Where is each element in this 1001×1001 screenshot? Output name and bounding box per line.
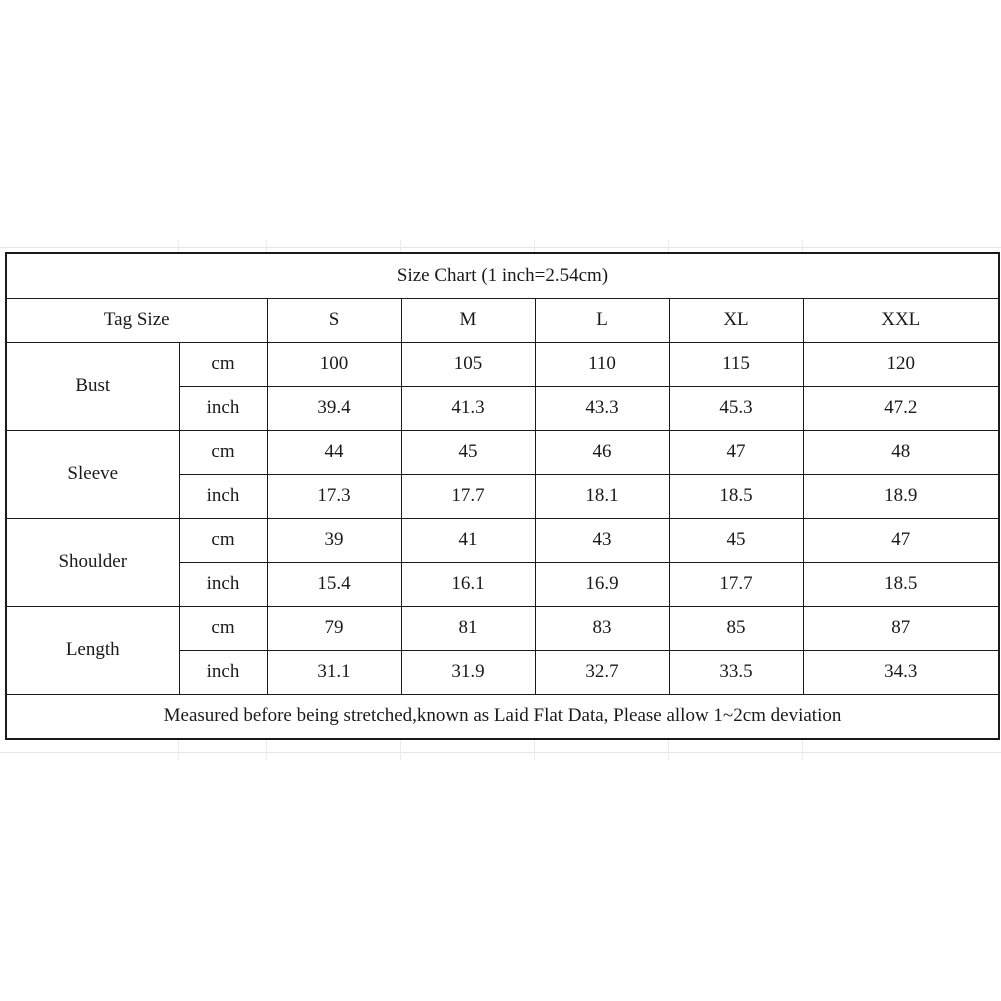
unit-label: inch <box>179 474 267 518</box>
size-header-cell: XL <box>669 298 803 342</box>
value-cell: 85 <box>669 606 803 650</box>
value-cell: 120 <box>803 342 999 386</box>
value-cell: 100 <box>267 342 401 386</box>
unit-label: cm <box>179 606 267 650</box>
value-cell: 32.7 <box>535 650 669 694</box>
measure-label: Length <box>6 606 179 694</box>
value-cell: 17.7 <box>669 562 803 606</box>
measure-label: Bust <box>6 342 179 430</box>
table-row <box>6 518 999 562</box>
value-cell: 39 <box>267 518 401 562</box>
header-row <box>6 298 999 342</box>
title-row <box>6 253 999 298</box>
table-row <box>6 430 999 474</box>
value-cell: 33.5 <box>669 650 803 694</box>
table-row <box>6 342 999 386</box>
value-cell: 41.3 <box>401 386 535 430</box>
value-cell: 83 <box>535 606 669 650</box>
value-cell: 18.5 <box>803 562 999 606</box>
value-cell: 18.9 <box>803 474 999 518</box>
value-cell: 31.1 <box>267 650 401 694</box>
table-row <box>6 606 999 650</box>
value-cell: 18.1 <box>535 474 669 518</box>
value-cell: 17.3 <box>267 474 401 518</box>
value-cell: 44 <box>267 430 401 474</box>
value-cell: 43 <box>535 518 669 562</box>
value-cell: 47.2 <box>803 386 999 430</box>
size-header-cell: M <box>401 298 535 342</box>
table-title: Size Chart (1 inch=2.54cm) <box>6 253 999 298</box>
value-cell: 110 <box>535 342 669 386</box>
value-cell: 31.9 <box>401 650 535 694</box>
tag-size-label: Tag Size <box>6 298 267 342</box>
value-cell: 45.3 <box>669 386 803 430</box>
value-cell: 79 <box>267 606 401 650</box>
value-cell: 34.3 <box>803 650 999 694</box>
unit-label: cm <box>179 430 267 474</box>
value-cell: 47 <box>669 430 803 474</box>
unit-label: inch <box>179 386 267 430</box>
value-cell: 105 <box>401 342 535 386</box>
value-cell: 46 <box>535 430 669 474</box>
value-cell: 47 <box>803 518 999 562</box>
size-header-cell: S <box>267 298 401 342</box>
unit-label: inch <box>179 650 267 694</box>
value-cell: 48 <box>803 430 999 474</box>
sheet-gridline <box>0 247 1001 248</box>
note-row <box>6 694 999 739</box>
value-cell: 115 <box>669 342 803 386</box>
measure-label: Shoulder <box>6 518 179 606</box>
value-cell: 41 <box>401 518 535 562</box>
value-cell: 15.4 <box>267 562 401 606</box>
unit-label: inch <box>179 562 267 606</box>
measurement-note: Measured before being stretched,known as Laid Flat Data, Please allow 1~2cm deviation <box>6 694 999 739</box>
value-cell: 81 <box>401 606 535 650</box>
sheet-gridline <box>0 752 1001 753</box>
value-cell: 39.4 <box>267 386 401 430</box>
value-cell: 43.3 <box>535 386 669 430</box>
value-cell: 16.1 <box>401 562 535 606</box>
value-cell: 87 <box>803 606 999 650</box>
value-cell: 45 <box>669 518 803 562</box>
measure-label: Sleeve <box>6 430 179 518</box>
size-header-cell: L <box>535 298 669 342</box>
value-cell: 45 <box>401 430 535 474</box>
value-cell: 16.9 <box>535 562 669 606</box>
value-cell: 17.7 <box>401 474 535 518</box>
unit-label: cm <box>179 342 267 386</box>
value-cell: 18.5 <box>669 474 803 518</box>
size-header-cell: XXL <box>803 298 999 342</box>
size-chart-table <box>5 252 1000 740</box>
unit-label: cm <box>179 518 267 562</box>
